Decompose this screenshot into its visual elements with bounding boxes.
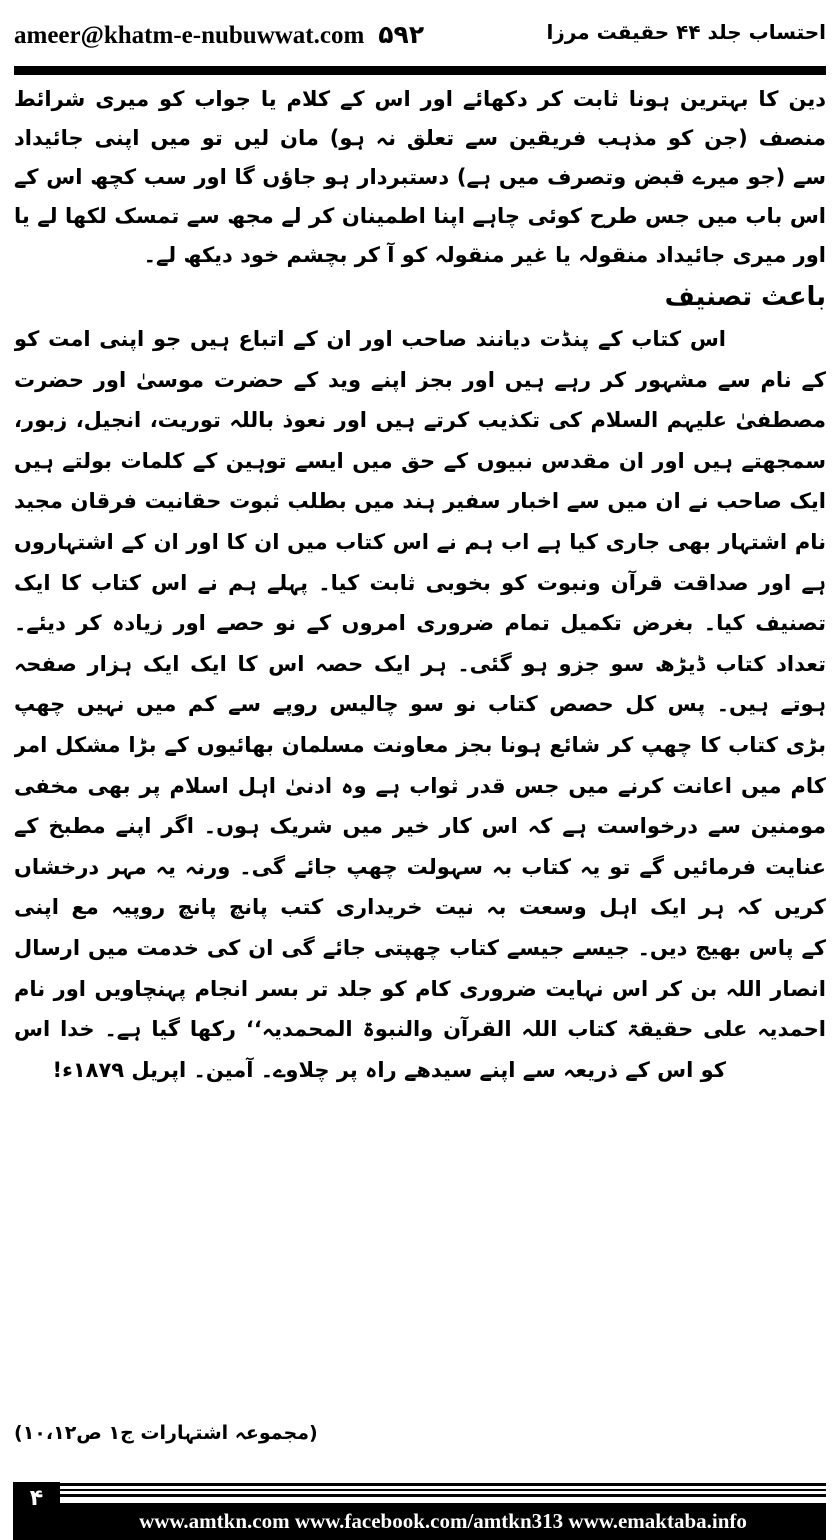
header-email: ameer@khatm-e-nubuwwat.com [14, 22, 365, 49]
text-line: نام اشتہار بھی جاری کیا ہے اب ہم نے اس کتاب میں ان کا اور ان کے اشتہاروں [14, 529, 826, 554]
page-header-left [14, 20, 424, 50]
text-line: احمدیہ علی حقیقۃ کتاب اللہ القرآن والنبوۃ المحمدیہ‘‘ رکھا گیا ہے۔ خدا اس [14, 1017, 826, 1042]
footer-links: www.amtkn.com www.facebook.com/amtkn313 www.emaktaba.info [60, 1503, 826, 1540]
page-body [14, 80, 826, 1090]
text-line: ہے اور صداقت قرآن ونبوت کو بخوبی ثابت کیا۔ پہلے ہم نے اس کتاب کا ایک [14, 570, 826, 595]
book-title: احتساب جلد ۴۴ حقیقت مرزا [546, 20, 826, 44]
text-line: کو اس کے ذریعہ سے اپنے سیدھے راہ پر چلاوے۔ آمین۔ اپریل ۱۸۷۹ء! [52, 1057, 726, 1082]
source-reference: (مجموعہ اشتہارات ج۱ ص۱۰،۱۲) [14, 1422, 318, 1444]
text-line: کے پاس بھیج دیں۔ جیسے جیسے کتاب چھپتی جائے گی ان کی خدمت میں ارسال [14, 935, 826, 960]
paragraph-1 [14, 80, 826, 275]
text-line: بڑی کتاب کا چھپ کر شائع ہونا بجز معاونت مسلمان بھائیوں کے بڑا مشکل امر [14, 732, 826, 757]
header-rule [14, 66, 826, 75]
text-line: مصطفیٰ علیہم السلام کی تکذیب کرتے ہیں اور نعوذ باللہ توریت، انجیل، زبور، [14, 408, 826, 433]
page-number: ۵۹۲ [378, 20, 425, 49]
footer-rules [60, 1483, 826, 1497]
text-line: عنایت فرمائیں گے تو یہ کتاب بہ سہولت چھپ جائے گی۔ ورنہ یہ مہر درخشاں [14, 854, 826, 879]
text-line: کریں کہ ہر ایک اہل وسعت بہ نیت خریداری کتب پانچ پانچ روپیہ مع اپنی [14, 895, 826, 920]
text-line: مومنین سے درخواست ہے کہ اس کار خیر میں شریک ہوں۔ اگر اپنے مطبخ کے [14, 814, 826, 839]
footer-page-marker: ۴ [13, 1482, 60, 1540]
text-line: اس باب میں جس طرح کوئی چاہے اپنا اطمینان کر لے مجھ سے تمسک لکھا لے یا [14, 204, 826, 228]
text-line: کام میں اعانت کرنے میں جس قدر ثواب ہے وہ ادنیٰ اہل اسلام پر بھی مخفی [14, 773, 826, 798]
text-line: منصف (جن کو مذہب فریقین سے تعلق نہ ہو) مان لیں تو میں اپنی جائیداد [14, 126, 826, 150]
text-line: دین کا بہترین ہونا ثابت کر دکھائے اور اس کے کلام یا جواب کو میری شرائط [14, 87, 826, 111]
paragraph-2 [14, 319, 826, 1090]
text-line: ہوتے ہیں۔ پس کل حصص کتاب نو سو چالیس روپے سے کم میں نہیں چھپ [14, 692, 826, 717]
text-line: ایک صاحب نے ان میں سے اخبار سفیر ہند میں بطلب ثبوت حقانیت فرقان مجید [14, 489, 826, 514]
text-line: اس کتاب کے پنڈت دیانند صاحب اور ان کے اتباع ہیں جو اپنی امت کو [14, 327, 726, 351]
text-line: انصار اللہ بن کر اس نہایت ضروری کام کو جلد تر بسر انجام پہنچاویں اور نام [14, 976, 826, 1001]
text-line: اور میری جائیداد منقولہ یا غیر منقولہ کو آ کر بچشم خود دیکھ لے۔ [143, 243, 826, 267]
text-line: تعداد کتاب ڈیڑھ سو جزو ہو گئی۔ ہر ایک حصہ اس کا ایک ایک ہزار صفحہ [14, 651, 826, 676]
text-line: سے (جو میرے قبض وتصرف میں ہے) دستبردار ہو جاؤں گا اور سب کچھ اس کے [14, 165, 826, 189]
text-line: کے نام سے مشہور کر رہے ہیں اور بجز اپنے وید کے حضرت موسیٰ اور حضرت [14, 367, 826, 392]
section-heading: باعث تصنیف [664, 282, 826, 312]
text-line: سمجھتے ہیں اور ان مقدس نبیوں کے حق میں ایسے توہین کے کلمات بولتے ہیں [14, 448, 826, 473]
text-line: تصنیف کیا۔ بغرض تکمیل تمام ضروری امروں کے نو حصے اور زیادہ کر دیئے۔ [14, 611, 826, 636]
